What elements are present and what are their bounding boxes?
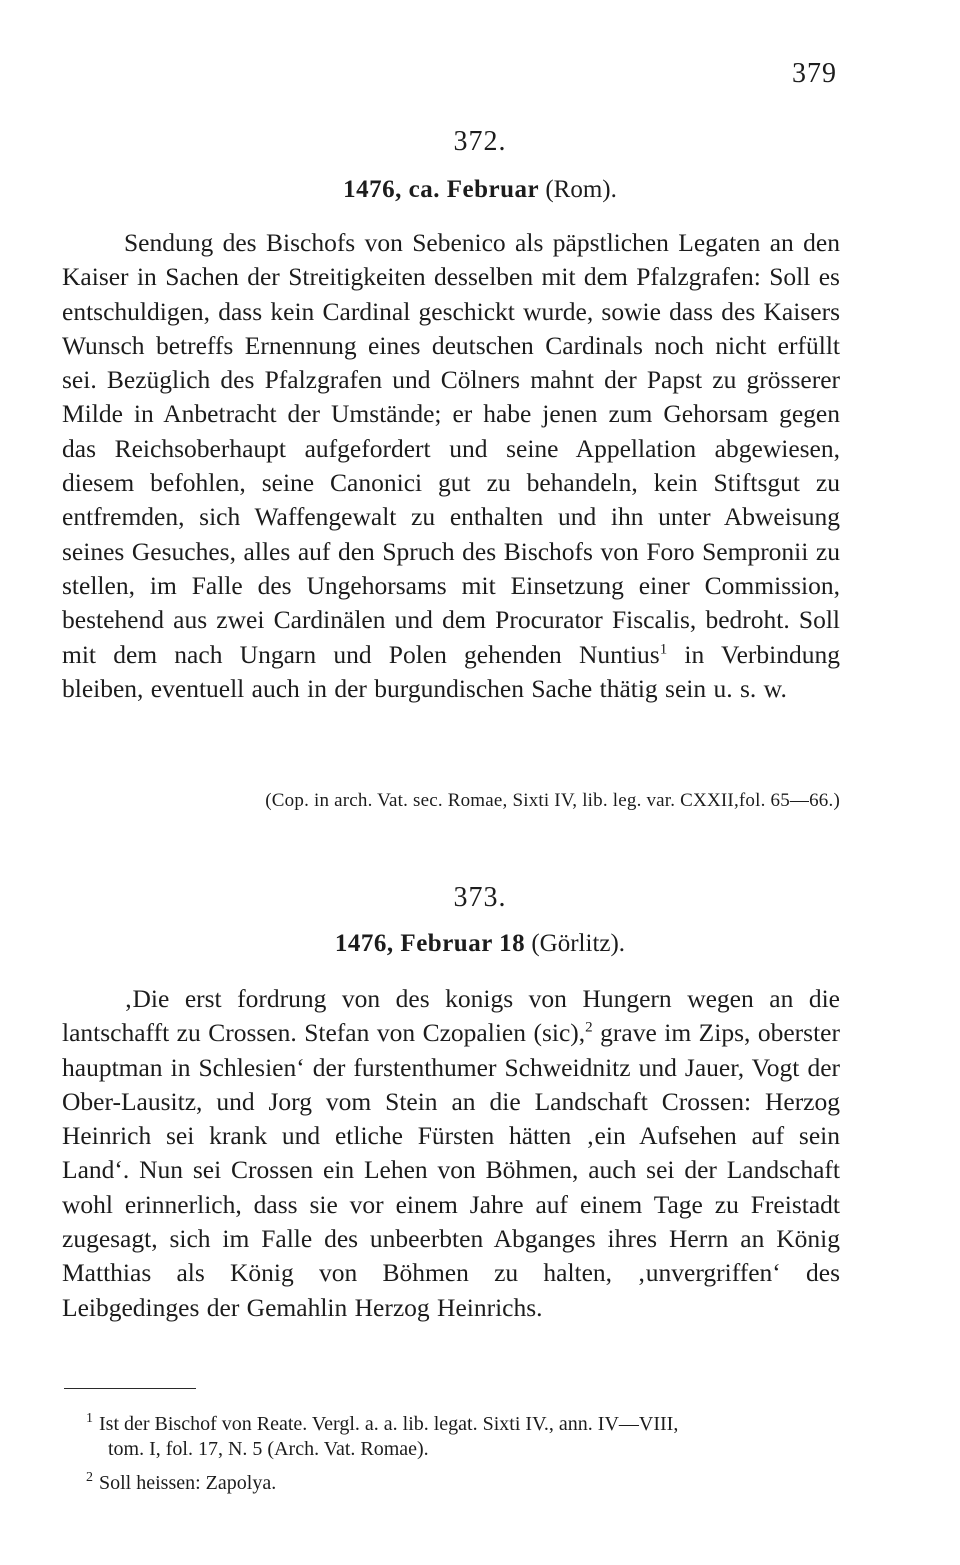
footnote-ref-2: 2 [585,1019,593,1036]
entry-date-bold: 1476, Februar 18 [334,930,526,957]
entry-citation-372: (Cop. in arch. Vat. sec. Romae, Sixti IV, lib. leg. var. CXXII,fol. 65—66.) [265,790,840,811]
paragraph-text: ‚Die erst fordrung von des konigs von Hungern wegen an die lantschafft zu Crossen. Stefan von Czopalien (sic), [62,984,840,1048]
footnote-2 [86,1471,842,1496]
footnote-1 [86,1412,842,1462]
paragraph-text-end: in Verbindung bleiben, eventuell auch in der burgundischen Sache thätig sein u. s. w. [62,639,840,703]
footnote-text: Ist der Bischof von Reate. Vergl. a. a. lib. legat. Sixti IV., ann. IV—VIII, [99,1413,679,1435]
page-number: 379 [792,58,837,89]
entry-date-372 [0,176,960,204]
paragraph-text-end: grave im Zips, oberster hauptman in Schlesien‘ der furstenthumer Schweidnitz und Jauer, Vogt der Ober-Lausitz, und Jorg vom Stein an die Landschaft Crossen: Herzog Heinrich sei krank und etliche Fürsten hätten ‚ein Aufsehen auf sein Land‘. Nun sei Crossen ein Lehen von Böhmen, auch sei der Landschaft wohl erinnerlich, dass sie vor einem Jahre auf einem Tage zu Freistadt zugesagt, sich im Falle des unbeerbten Abganges ihres Herrn an König Matthias als König von Böhmen zu halten, ‚unvergriffen‘ des Leibgedinges der Gemahlin Herzog Heinrichs. [62,1018,840,1322]
entry-paragraph-372 [62,226,840,706]
entry-date-bold: 1476, ca. Februar [343,176,540,203]
entry-place: (Rom). [539,176,617,203]
footnote-text-cont: tom. I, fol. 17, N. 5 (Arch. Vat. Romae). [108,1438,429,1460]
entry-place: (Görlitz). [525,930,626,957]
entry-date-373 [0,930,960,958]
entry-number-373: 373. [453,882,507,913]
footnote-divider [64,1388,196,1389]
footnote-mark: 1 [86,1411,93,1427]
paragraph-text: Sendung des Bischofs von Sebenico als päpstlichen Legaten an den Kaiser in Sachen der Streitigkeiten desselben mit dem Pfalzgrafen: Soll es entschuldigen, dass kein Cardinal geschickt wurde, sowie dass des Kaisers Wunsch betreffs Ernennung eines deutschen Cardinals noch nicht erfüllt sei. Bezüglich des Pfalzgrafen und Cölners mahnt der Papst zu grösserer Milde in Anbetracht der Umstände; er habe jenen zum Gehorsam gegen das Reichsoberhaupt aufgefordert und seine Appellation abgewiesen, diesem befohlen, seine Canonici gut zu behandeln, kein Stiftsgut zu entfremden, sich Waffengewalt zu enthalten und ihn unter Abweisung seines Gesuches, alles auf den Spruch des Bischofs von Foro Sempronii zu stellen, im Falle des Ungehorsams mit Einsetzung einer Commission, bestehend aus zwei Cardinälen und dem Procurator Fiscalis, bedroht. Soll mit dem nach Ungarn und Polen gehenden Nuntius [62,228,840,669]
footnote-mark: 2 [86,1470,93,1486]
footnote-text: Soll heissen: Zapolya. [99,1472,277,1494]
footnote-ref-1: 1 [659,641,668,658]
entry-number-372: 372. [453,126,507,157]
entry-paragraph-373 [62,982,840,1325]
